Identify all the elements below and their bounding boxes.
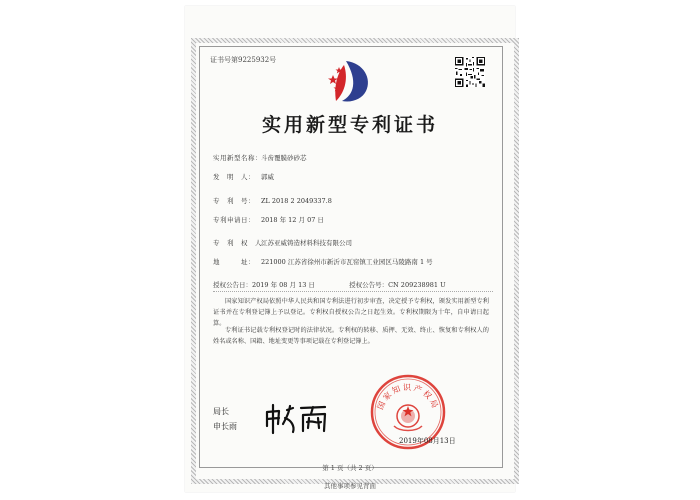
- field-utility-name: [213, 153, 307, 162]
- field-inventor: [213, 172, 274, 181]
- cnipa-logo-icon: [324, 57, 380, 107]
- field-address: [213, 257, 433, 266]
- grant-info: [213, 280, 446, 289]
- field-label: 发 明 人：: [213, 173, 255, 181]
- statement-paragraph-1: 国家知识产权局依照中华人民共和国专利法进行初步审查，决定授予专利权，颁发实用新型专利证书并在专利登记簿上予以登记。专利权自授权公告之日起生效。专利权期限为十年，自申请日起算。: [213, 298, 489, 327]
- divider: [213, 291, 493, 292]
- page-title: 实用新型专利证书: [261, 114, 438, 136]
- grant-date: 授权公告日：2019 年 08 月 13 日: [213, 281, 315, 289]
- field-patentee: [213, 238, 352, 247]
- seal-arc-text: 国家知识产权局: [375, 383, 441, 412]
- page-count: 第 1 页（共 2 页）: [322, 464, 378, 472]
- field-patent-number: [213, 196, 332, 205]
- field-value: 郭威: [261, 173, 274, 181]
- qr-code-icon: [455, 57, 485, 87]
- statement-paragraph-2: 专利证书记载专利权登记时的法律状况。专利权的转移、质押、无效、终止、恢复和专利权人的姓名或名称、国籍、地址变更等事项记载在专利登记簿上。: [213, 327, 489, 345]
- field-value: 2018 年 12 月 07 日: [261, 216, 324, 224]
- field-label: 实用新型名称：: [213, 154, 262, 162]
- field-value: 斗齿覆膜砂砂芯: [261, 154, 307, 162]
- signature-icon: [263, 402, 333, 436]
- director-title: 局长: [213, 407, 229, 416]
- field-label: 专利申请日：: [213, 216, 255, 224]
- announcement-number: 授权公告号：CN 209238981 U: [349, 281, 446, 289]
- seal-date: 2019年08月13日: [399, 437, 456, 445]
- field-label: 专 利 号：: [213, 197, 255, 205]
- field-value: 221000 江苏省徐州市新沂市瓦窑镇工业园区马陵路南 1 号: [261, 258, 433, 266]
- field-application-date: [213, 215, 324, 224]
- field-label: 专 利 权 人：: [213, 239, 269, 247]
- field-value: 江苏亚威铸造材料科技有限公司: [261, 239, 352, 247]
- field-value: ZL 2018 2 2049337.8: [261, 197, 332, 205]
- director-name: 申长雨: [213, 422, 237, 431]
- footer-note: 其他事项参见背面: [324, 482, 376, 490]
- field-label: 地 址：: [213, 258, 255, 266]
- certificate-number: 证书号第9225932号: [210, 56, 277, 64]
